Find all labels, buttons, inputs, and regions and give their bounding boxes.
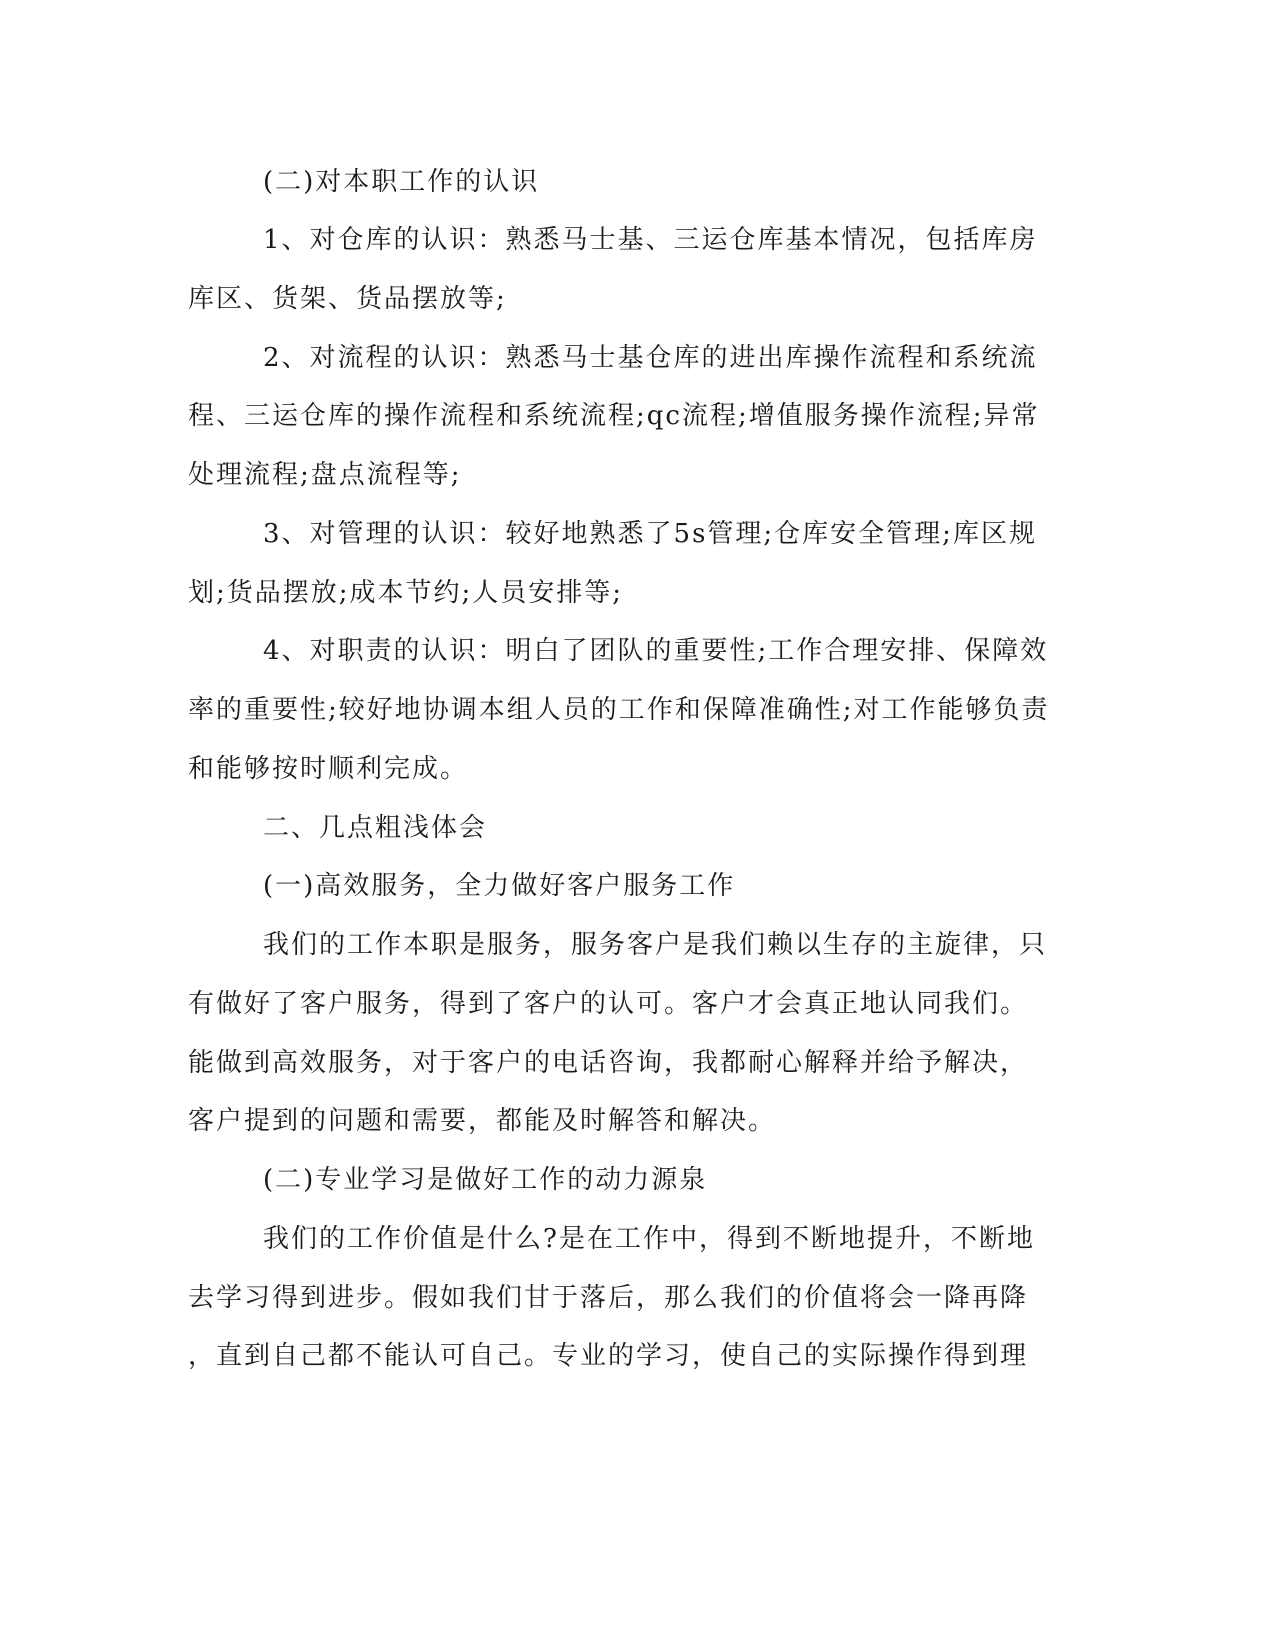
paragraph-line: 处理流程;盘点流程等; xyxy=(188,460,462,490)
paragraph-line: 1、对仓库的认识：熟悉马士基、三运仓库基本情况，包括库房 xyxy=(263,225,1038,255)
paragraph-line: 2、对流程的认识：熟悉马士基仓库的进出库操作流程和系统流 xyxy=(263,343,1038,373)
paragraph-line: 能做到高效服务，对于客户的电话咨询，我都耐心解释并给予解决， xyxy=(188,1048,1029,1078)
section-heading: 二、几点粗浅体会 xyxy=(263,813,488,843)
paragraph-line: 和能够按时顺利完成。 xyxy=(188,754,469,784)
subsection-heading: (一)高效服务，全力做好客户服务工作 xyxy=(263,871,736,901)
paragraph-line: ，直到自己都不能认可自己。专业的学习，使自己的实际操作得到理 xyxy=(188,1341,1029,1371)
paragraph-line: 我们的工作价值是什么?是在工作中，得到不断地提升，不断地 xyxy=(263,1224,1035,1254)
paragraph-line: 3、对管理的认识：较好地熟悉了5s管理;仓库安全管理;库区规 xyxy=(263,519,1037,549)
subsection-heading: (二)专业学习是做好工作的动力源泉 xyxy=(263,1165,708,1195)
paragraph-line: 4、对职责的认识：明白了团队的重要性;工作合理安排、保障效 xyxy=(263,636,1049,666)
paragraph-line: 我们的工作本职是服务，服务客户是我们赖以生存的主旋律，只 xyxy=(263,930,1048,960)
paragraph-line: 有做好了客户服务，得到了客户的认可。客户才会真正地认同我们。 xyxy=(188,989,1029,1019)
paragraph-line: 库区、货架、货品摆放等; xyxy=(188,284,507,314)
paragraph-line: 程、三运仓库的操作流程和系统流程;qc流程;增值服务操作流程;异常 xyxy=(188,401,1040,431)
paragraph-line: 率的重要性;较好地协调本组人员的工作和保障准确性;对工作能够负责 xyxy=(188,695,1050,725)
section-heading: (二)对本职工作的认识 xyxy=(263,167,540,197)
paragraph-line: 去学习得到进步。假如我们甘于落后，那么我们的价值将会一降再降 xyxy=(188,1283,1029,1313)
paragraph-line: 划;货品摆放;成本节约;人员安排等; xyxy=(188,578,624,608)
paragraph-line: 客户提到的问题和需要，都能及时解答和解决。 xyxy=(188,1106,777,1136)
